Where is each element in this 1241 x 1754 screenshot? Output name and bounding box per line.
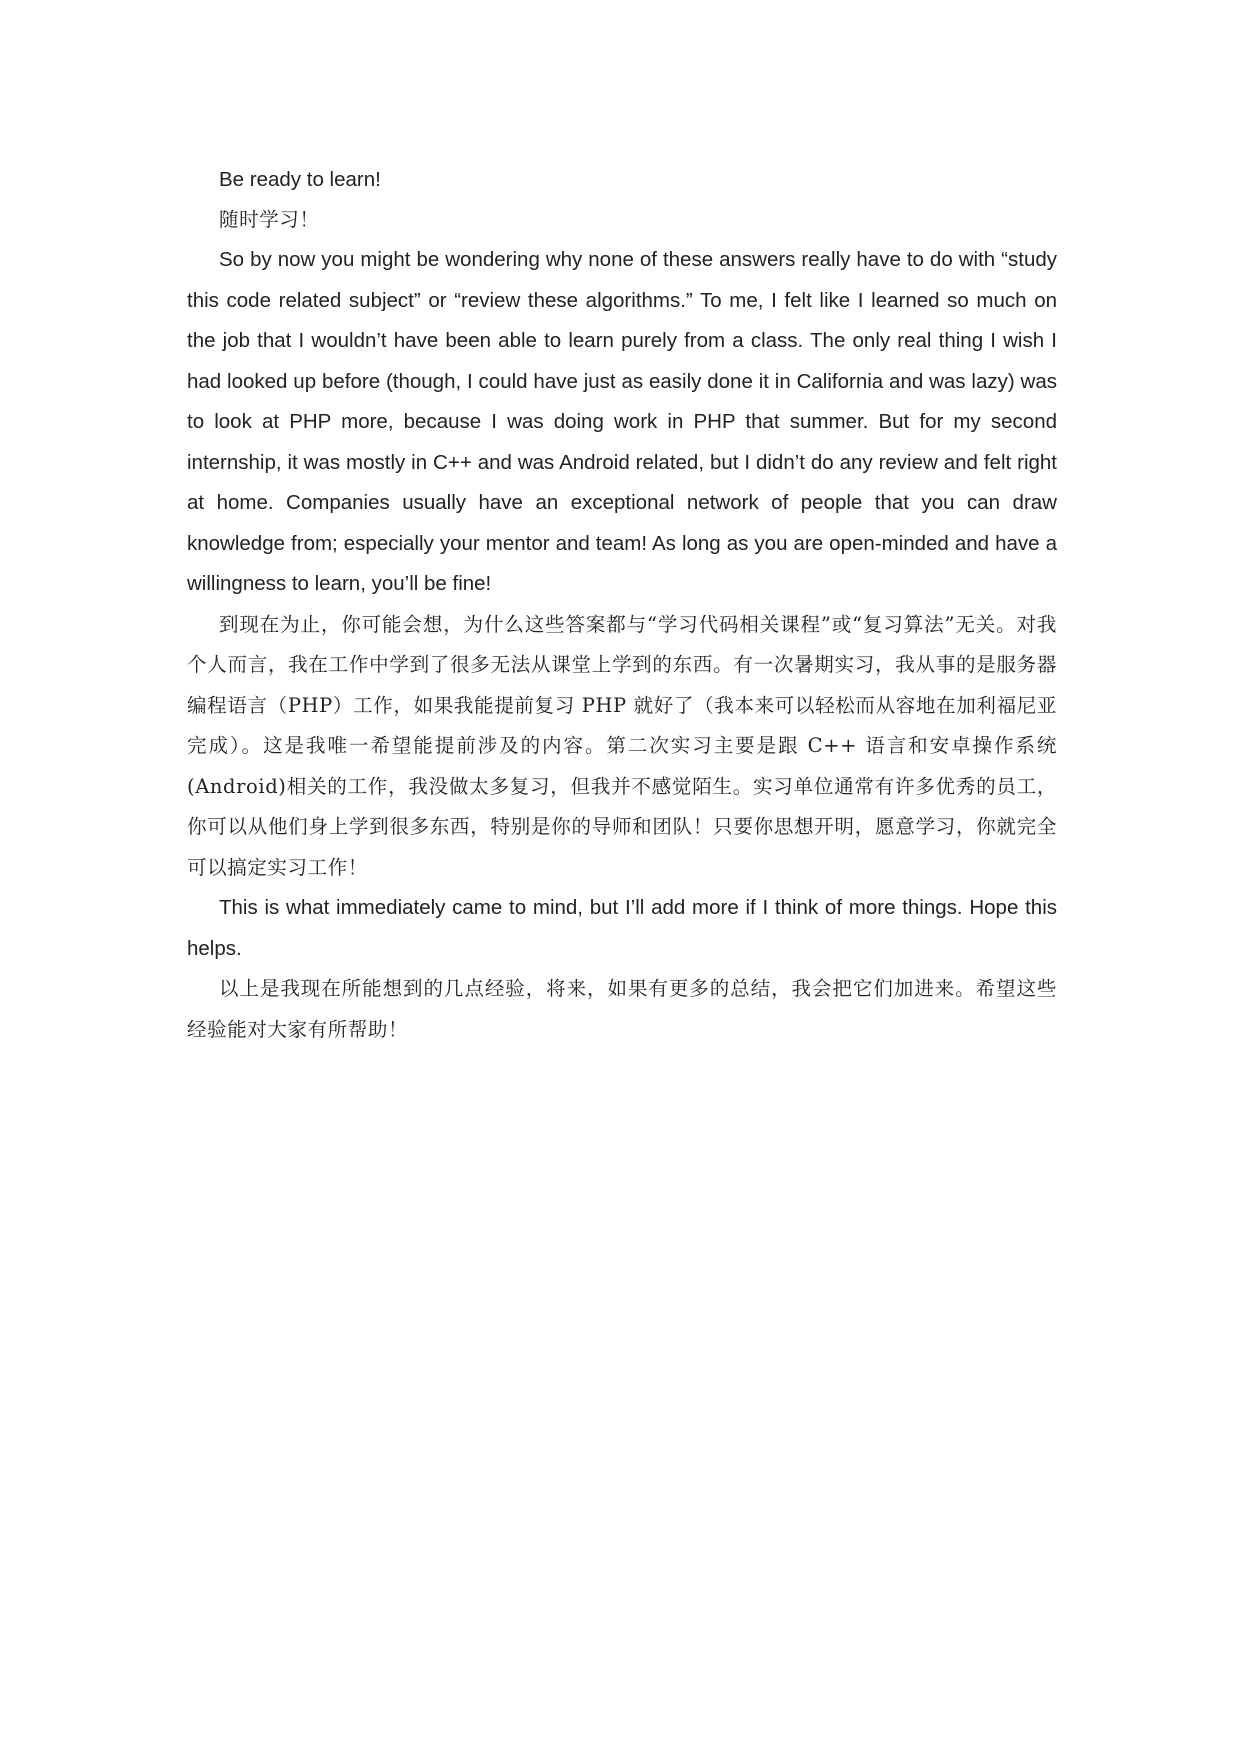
document-body [187, 160, 1057, 1050]
paragraph-chinese-2: 以上是我现在所能想到的几点经验，将来，如果有更多的总结，我会把它们加进来。希望这些经验能对大家有所帮助！ [187, 977, 1057, 1041]
heading-english: Be ready to learn! [219, 168, 381, 191]
paragraph-english-1: So by now you might be wondering why none of these answers really have to do with “study this code related subject” or “review these algorithms.” To me, I felt like I learned so much on the job that I wouldn’t have been able to learn purely from a class. The only real thing I wish I had looked up before (though, I could have just as easily done it in California and was lazy) was to look at PHP more, because I was doing work in PHP that summer. But for my second internship, it was mostly in C++ and was Android related, but I didn’t do any review and felt right at home. Companies usually have an exceptional network of people that you can draw knowledge from; especially your mentor and team! As long as you are open-minded and have a willingness to learn, you’ll be fine! [187, 248, 1057, 595]
paragraph-english-2: This is what immediately came to mind, but I’ll add more if I think of more things. Hope this helps. [187, 896, 1057, 960]
paragraph-chinese-1: 到现在为止，你可能会想，为什么这些答案都与“学习代码相关课程”或“复习算法”无关。对我个人而言，我在工作中学到了很多无法从课堂上学到的东西。有一次暑期实习，我从事的是服务器编程语言（PHP）工作，如果我能提前复习 PHP 就好了（我本来可以轻松而从容地在加利福尼亚完成）。这是我唯一希望能提前涉及的内容。第二次实习主要是跟 C++ 语言和安卓操作系统(Android)相关的工作，我没做太多复习，但我并不感觉陌生。实习单位通常有许多优秀的员工，你可以从他们身上学到很多东西，特别是你的导师和团队！只要你思想开明，愿意学习，你就完全可以搞定实习工作！ [187, 612, 1057, 879]
heading-chinese: 随时学习！ [219, 208, 320, 231]
